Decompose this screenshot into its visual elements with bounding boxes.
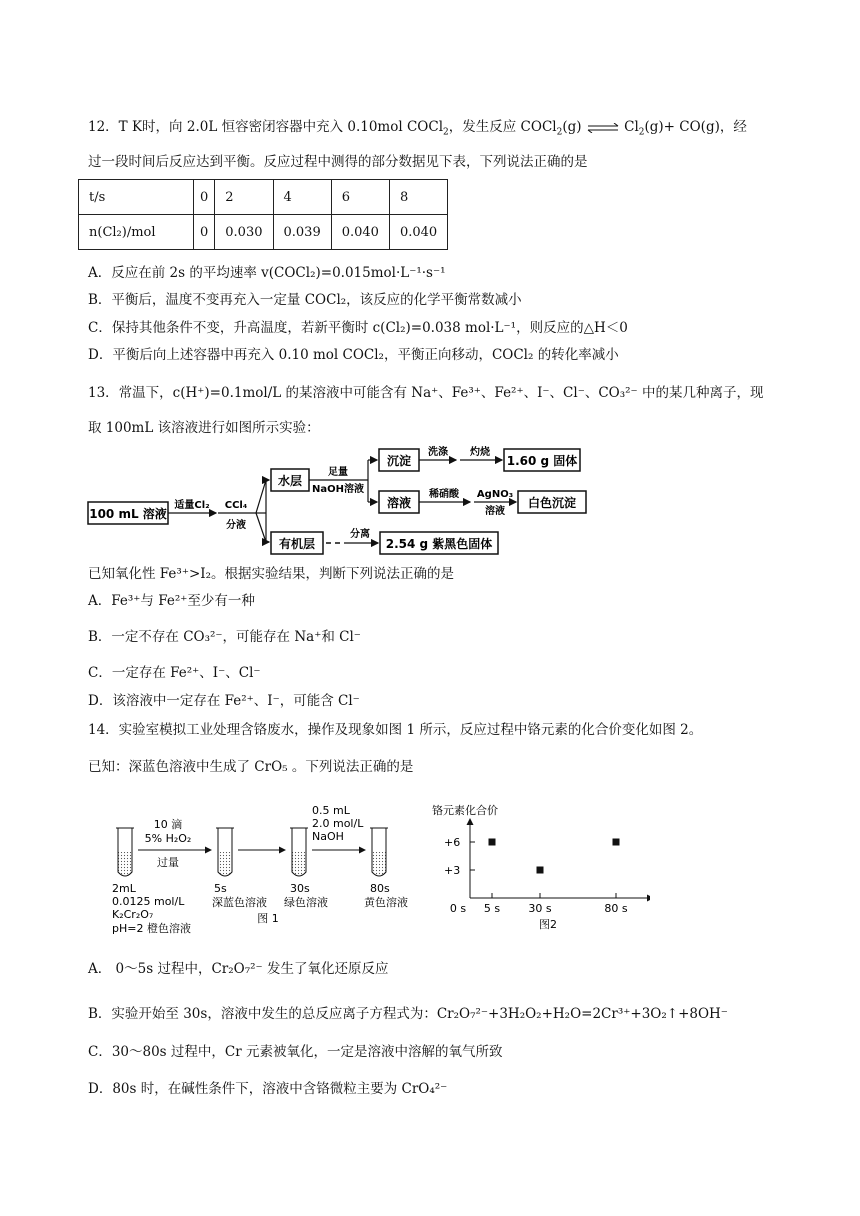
q14-figure-1 (108, 800, 438, 950)
q14-option-c: C．30～80s 过程中，Cr 元素被氧化，一定是溶液中溶解的氧气所致 (88, 1044, 503, 1060)
y-tick-label: +6 (444, 836, 461, 849)
flow-separate-2: 分离 (350, 529, 370, 540)
test-tube-icon (216, 828, 234, 876)
q13-option-a: A．Fe³⁺与 Fe²⁺至少有一种 (88, 593, 255, 609)
figure-2-caption: 图2 (539, 918, 557, 930)
test-tube-icon (116, 828, 134, 876)
flow-burn-label: 灼烧 (470, 447, 490, 458)
figure-1-caption: 图 1 (257, 912, 279, 925)
flow-solid-1: 1.60 g 固体 (506, 454, 578, 468)
q14-stem-line1: 14．实验室模拟工业处理含铬废水，操作及现象如图 1 所示，反应过程中铬元素的化合价变化如图 2。 (88, 722, 703, 738)
table-cell: 0 (194, 180, 215, 215)
flow-solution: 溶液 (386, 496, 412, 510)
tube-1-line-d: pH=2 橙色溶液 (112, 922, 191, 935)
x-tick-label: 30 s (528, 902, 552, 915)
flow-white-precipitate: 白色沉淀 (527, 496, 577, 510)
chart-y-label: 铬元素化合价 (432, 804, 498, 817)
tube-1-line-b: 0.0125 mol/L (112, 895, 185, 908)
tube-1-line-a: 2mL (112, 882, 136, 895)
q14-option-b: B．实验开始至 30s，溶液中发生的总反应离子方程式为：Cr₂O₇²⁻+3H₂O₂+H₂O=2Cr³⁺+3O₂↑+8OH⁻ (88, 1006, 728, 1022)
table-cell: 0.039 (273, 215, 331, 250)
x-tick-label: 0 s (449, 902, 467, 915)
reagent-2-line-a: 0.5 mL (312, 804, 350, 817)
tube-1-line-c: K₂Cr₂O₇ (112, 908, 154, 921)
equilibrium-arrow-icon (586, 123, 620, 133)
q12-data-table (78, 179, 448, 250)
flow-solid-2: 2.54 g 紫黑色固体 (385, 537, 493, 551)
q13-stem-line1: 13．常温下，c(H⁺)=0.1mol/L 的某溶液中可能含有 Na⁺、Fe³⁺、Fe²⁺、I⁻、Cl⁻、CO₃²⁻ 中的某几种离子，现 (88, 385, 764, 401)
test-tube-icon (370, 828, 388, 876)
flow-naoh-bottom: NaOH溶液 (312, 484, 364, 495)
q14-option-a: A． 0～5s 过程中，Cr₂O₇²⁻ 发生了氧化还原反应 (88, 961, 389, 977)
flow-start-label: 100 mL 溶液 (89, 507, 167, 521)
q12-option-a: A．反应在前 2s 的平均速率 v(COCl₂)=0.015mol·L⁻¹·s⁻¹ (88, 265, 446, 281)
reagent-1-line-c: 过量 (157, 856, 179, 869)
flow-naoh-top: 足量 (328, 467, 348, 478)
test-tube-icon (290, 828, 308, 876)
tube-4-time: 80s (370, 882, 390, 895)
table-cell: t/s (79, 180, 194, 215)
q12-option-b: B．平衡后，温度不变再充入一定量 COCl₂，该反应的化学平衡常数减小 (88, 292, 522, 308)
q13-option-b: B．一定不存在 CO₃²⁻，可能存在 Na⁺和 Cl⁻ (88, 629, 361, 645)
flow-water-layer: 水层 (277, 474, 303, 488)
table-cell: 0.040 (389, 215, 447, 250)
q14-figure-2-chart (430, 800, 650, 930)
q12-option-c: C．保持其他条件不变，升高温度，若新平衡时 c(Cl₂)=0.038 mol·L⁻¹，则反应的△H＜0 (88, 320, 628, 336)
flow-cl2-label: 适量Cl₂ (174, 500, 210, 511)
table-row (79, 180, 448, 215)
table-cell: 0.030 (215, 215, 273, 250)
reagent-1-line-b: 5% H₂O₂ (144, 832, 192, 845)
flow-separate-label: 分液 (226, 520, 246, 531)
table-cell: 6 (331, 180, 389, 215)
x-tick-label: 5 s (483, 902, 501, 915)
table-cell: 4 (273, 180, 331, 215)
q13-option-c: C．一定存在 Fe²⁺、I⁻、Cl⁻ (88, 665, 261, 681)
q13-stem-line2: 取 100mL 该溶液进行如图所示实验： (88, 420, 320, 436)
data-point (537, 867, 544, 874)
q13-option-d: D．该溶液中一定存在 Fe²⁺、I⁻，可能含 Cl⁻ (88, 693, 360, 709)
y-tick-label: +3 (444, 864, 461, 877)
reagent-2-line-c: NaOH (312, 830, 344, 843)
tube-4-color: 黄色溶液 (364, 896, 408, 909)
table-cell: 8 (389, 180, 447, 215)
tube-3-color: 绿色溶液 (284, 896, 328, 909)
q12-stem-line2: 过一段时间后反应达到平衡。反应过程中测得的部分数据见下表，下列说法正确的是 (88, 154, 588, 170)
q12-option-d: D．平衡后向上述容器中再充入 0.10 mol COCl₂，平衡正向移动，COCl₂ 的转化率减小 (88, 347, 619, 363)
q14-stem-line2: 已知：深蓝色溶液中生成了 CrO₅ 。下列说法正确的是 (88, 759, 414, 775)
q13-known: 已知氧化性 Fe³⁺>I₂。根据实验结果，判断下列说法正确的是 (88, 566, 455, 582)
flow-precipitate: 沉淀 (386, 454, 412, 468)
table-cell: 2 (215, 180, 273, 215)
table-cell: 0 (194, 215, 215, 250)
table-cell: 0.040 (331, 215, 389, 250)
tube-2-color: 深蓝色溶液 (212, 896, 267, 909)
x-tick-label: 80 s (604, 902, 628, 915)
flow-hno3-label: 稀硝酸 (429, 489, 459, 500)
flow-organic-layer: 有机层 (278, 537, 316, 551)
q12-stem-line1: 12．T K时，向 2.0L 恒容密闭容器中充入 0.10mol COCl$_2$，发生反应 COCl$_2$(g) $Cl_2(g)+ CO(g)$，经 (88, 119, 747, 138)
tube-3-time: 30s (290, 882, 310, 895)
flow-agno3-top: AgNO₃ (476, 489, 514, 500)
table-row (79, 215, 448, 250)
tube-2-time: 5s (214, 882, 227, 895)
data-point (489, 839, 496, 846)
reagent-2-line-b: 2.0 mol/L (312, 817, 364, 830)
flow-ccl4-label: CCl₄ (224, 500, 248, 511)
reagent-1-line-a: 10 滴 (153, 818, 183, 831)
q13-flow-diagram (86, 440, 606, 560)
table-cell: n(Cl₂)/mol (79, 215, 194, 250)
data-point (613, 839, 620, 846)
q14-option-d: D．80s 时，在碱性条件下，溶液中含铬微粒主要为 CrO₄²⁻ (88, 1081, 448, 1097)
flow-wash-label: 洗涤 (428, 447, 448, 458)
flow-agno3-bottom: 溶液 (485, 506, 505, 517)
